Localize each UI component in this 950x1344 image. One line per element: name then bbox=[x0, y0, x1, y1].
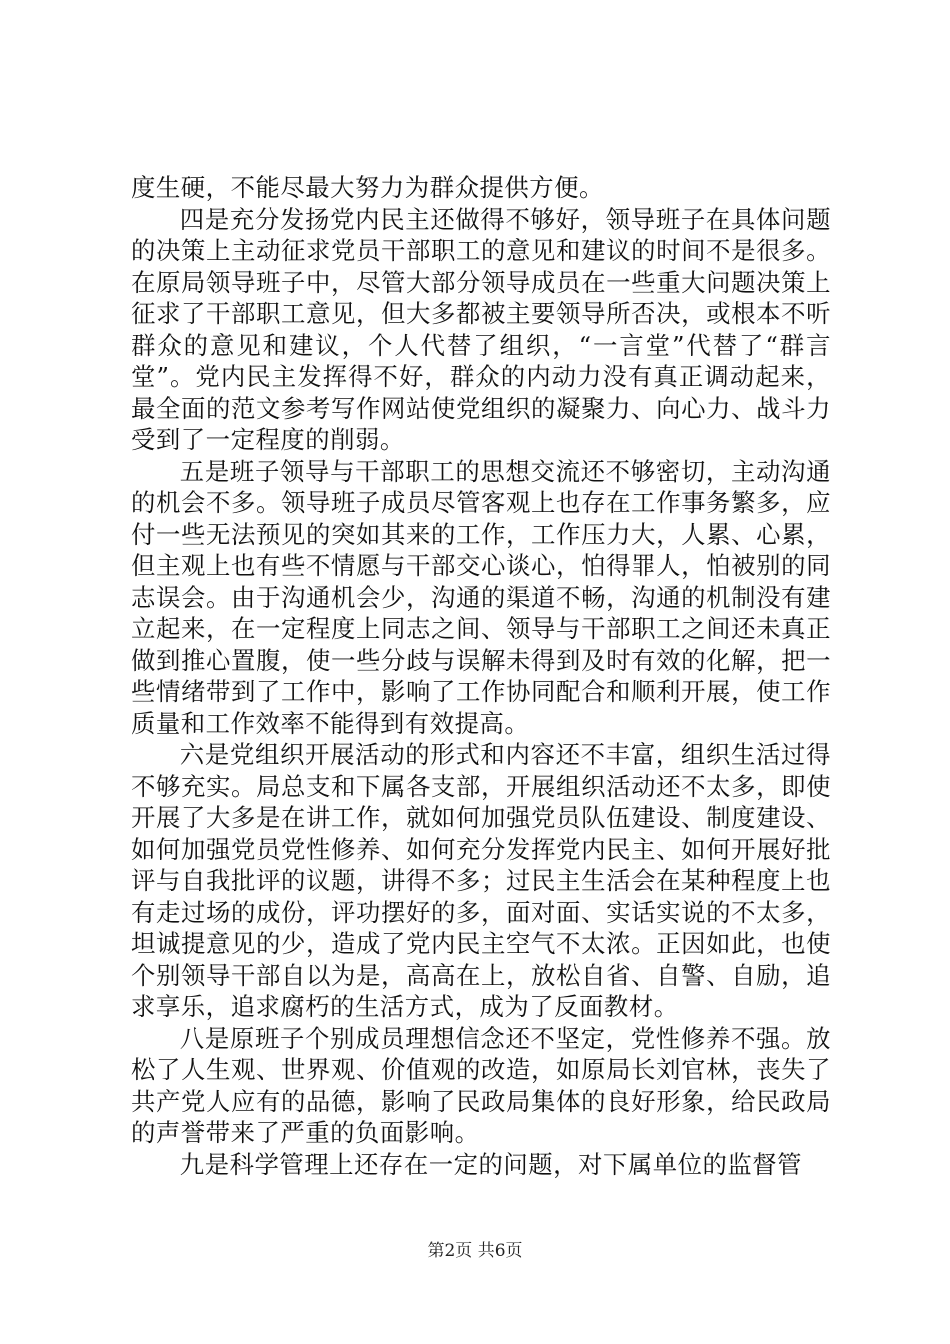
document-body bbox=[131, 172, 831, 1180]
paragraph-item-eight: 八是原班子个别成员理想信念还不坚定，党性修养不强。放松了人生观、世界观、价值观的改造，如原局长刘官林，丧失了共产党人应有的品德，影响了民政局集体的良好形象，给民政局的声誉带来了严重的负面影响。 bbox=[131, 1023, 831, 1147]
paragraph-item-four: 四是充分发扬党内民主还做得不够好，领导班子在具体问题的决策上主动征求党员干部职工的意见和建议的时间不是很多。在原局领导班子中，尽管大部分领导成员在一些重大问题决策上征求了干部职工意见，但大多都被主要领导所否决，或根本不听群众的意见和建议，个人代替了组织，“一言堂”代替了“群言堂”。党内民主发挥得不好，群众的内动力没有真正调动起来，最全面的范文参考写作网站使党组织的凝聚力、向心力、战斗力受到了一定程度的削弱。 bbox=[131, 204, 831, 454]
paragraph-item-nine: 九是科学管理上还存在一定的问题，对下属单位的监督管 bbox=[179, 1149, 803, 1179]
paragraph-item-six: 六是党组织开展活动的形式和内容还不丰富，组织生活过得不够充实。局总支和下属各支部，开展组织活动还不太多，即使开展了大多是在讲工作，就如何加强党员队伍建设、制度建设、如何加强党员党性修养、如何充分发挥党内民主、如何开展好批评与自我批评的议题，讲得不多；过民主生活会在某种程度上也有走过场的成份，评功摆好的多，面对面、实话实说的不太多，坦诚提意见的少，造成了党内民主空气不太浓。正因如此，也使个别领导干部自以为是，高高在上，放松自省、自警、自励，追求享乐，追求腐朽的生活方式，成为了反面教材。 bbox=[131, 740, 831, 1021]
page-number-footer: 第2页 共6页 bbox=[427, 1241, 523, 1261]
paragraph-item-five: 五是班子领导与干部职工的思想交流还不够密切，主动沟通的机会不多。领导班子成员尽管客观上也存在工作事务繁多，应付一些无法预见的突如其来的工作，工作压力大，人累、心累，但主观上也有些不情愿与干部交心谈心，怕得罪人，怕被别的同志误会。由于沟通机会少，沟通的渠道不畅，沟通的机制没有建立起来，在一定程度上同志之间、领导与干部职工之间还未真正做到推心置腹，使一些分歧与误解未得到及时有效的化解，把一些情绪带到了工作中，影响了工作协同配合和顺利开展，使工作质量和工作效率不能得到有效提高。 bbox=[131, 456, 831, 738]
paragraph-continuation: 度生硬，不能尽最大努力为群众提供方便。 bbox=[131, 173, 604, 202]
